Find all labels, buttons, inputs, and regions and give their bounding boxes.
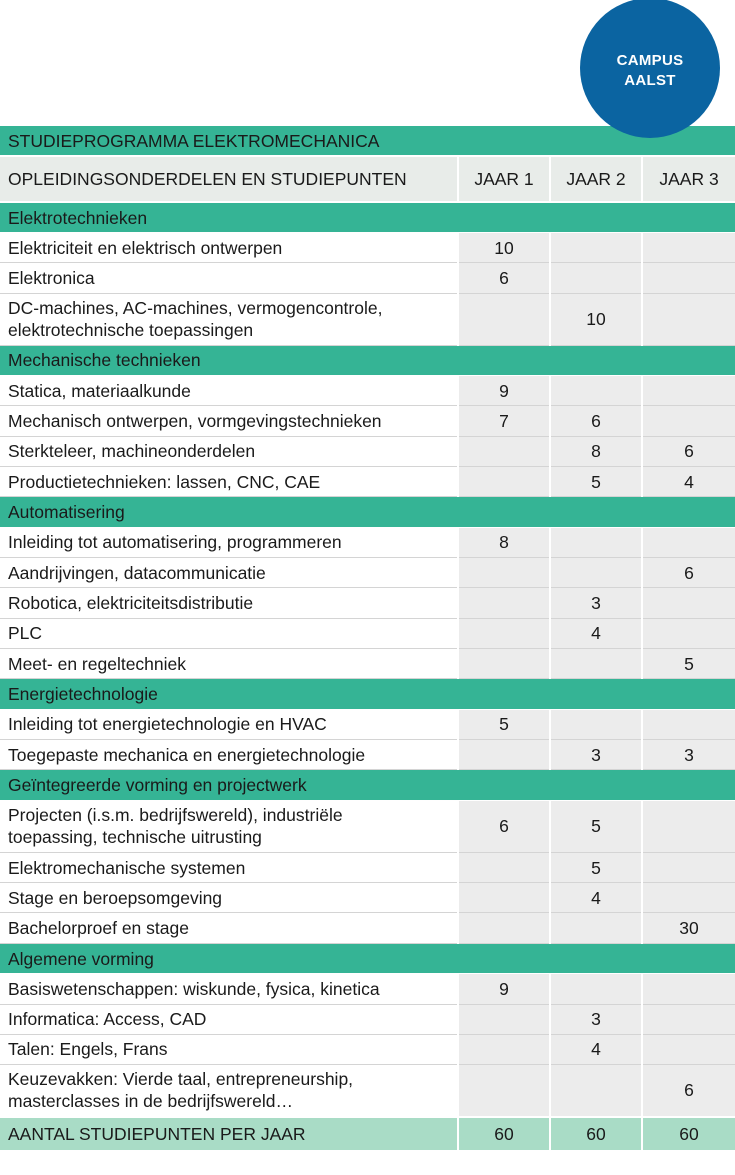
credit-year-3: 6 (642, 1065, 735, 1117)
credit-year-1 (458, 1065, 550, 1117)
credit-year-2: 4 (550, 883, 642, 913)
credit-year-2 (550, 974, 642, 1004)
credit-year-2 (550, 376, 642, 406)
course-label (0, 1034, 458, 1064)
section-row (0, 202, 735, 233)
course-name: Statica, materiaalkunde (8, 380, 191, 401)
credit-year-3 (642, 376, 735, 406)
credit-year-1: 5 (458, 709, 550, 739)
table-row (0, 709, 735, 739)
credit-year-2 (550, 558, 642, 588)
course-label (0, 913, 458, 943)
table-row (0, 1065, 735, 1117)
section-row (0, 345, 735, 376)
table-row (0, 852, 735, 882)
table-row (0, 558, 735, 588)
table-row (0, 618, 735, 648)
study-program-table (0, 126, 735, 1150)
credit-year-3: 5 (642, 648, 735, 678)
credit-year-3: 4 (642, 466, 735, 496)
credit-year-3 (642, 618, 735, 648)
course-name: Keuzevakken: Vierde taal, entrepreneurship, (8, 1069, 354, 1090)
credit-year-2 (550, 233, 642, 263)
credit-year-3 (642, 1034, 735, 1064)
table-row (0, 800, 735, 852)
course-label (0, 1065, 458, 1117)
credit-year-3 (642, 263, 735, 293)
table-title: STUDIEPROGRAMMA ELEKTROMECHANICA (0, 126, 735, 156)
credit-year-1 (458, 466, 550, 496)
course-name: Aandrijvingen, datacommunicatie (8, 562, 266, 583)
credit-year-3 (642, 974, 735, 1004)
credit-year-1 (458, 1004, 550, 1034)
table-row (0, 974, 735, 1004)
credit-year-3 (642, 852, 735, 882)
credit-year-3 (642, 233, 735, 263)
course-label (0, 558, 458, 588)
header-year-3: JAAR 3 (642, 156, 735, 202)
credit-year-1 (458, 852, 550, 882)
credit-year-1 (458, 648, 550, 678)
course-name: Informatica: Access, CAD (8, 1009, 207, 1030)
course-name: Elektronica (8, 267, 95, 288)
header-year-1: JAAR 1 (458, 156, 550, 202)
course-name-line2: toepassing, technische uitrusting (8, 827, 262, 848)
credit-year-2: 4 (550, 618, 642, 648)
course-label (0, 263, 458, 293)
course-label (0, 852, 458, 882)
table-header-row (0, 156, 735, 202)
credit-year-2: 8 (550, 436, 642, 466)
course-name-line2: elektrotechnische toepassingen (8, 320, 254, 341)
credit-year-1: 9 (458, 376, 550, 406)
credit-year-1 (458, 293, 550, 345)
total-year-2: 60 (550, 1117, 642, 1150)
table-row (0, 436, 735, 466)
course-label (0, 800, 458, 852)
credit-year-1: 10 (458, 233, 550, 263)
credit-year-1: 7 (458, 406, 550, 436)
course-name: Inleiding tot energietechnologie en HVAC (8, 714, 327, 735)
credit-year-3: 6 (642, 436, 735, 466)
credit-year-2: 3 (550, 588, 642, 618)
course-label (0, 406, 458, 436)
credit-year-2: 5 (550, 852, 642, 882)
credit-year-3: 3 (642, 740, 735, 770)
course-name: Sterkteleer, machineonderdelen (8, 441, 256, 462)
section-row (0, 497, 735, 528)
credit-year-1 (458, 618, 550, 648)
course-label (0, 974, 458, 1004)
credit-year-1 (458, 913, 550, 943)
header-year-2: JAAR 2 (550, 156, 642, 202)
section-title: Geïntegreerde vorming en projectwerk (0, 770, 735, 801)
table-row (0, 648, 735, 678)
credit-year-1 (458, 1034, 550, 1064)
credit-year-1 (458, 436, 550, 466)
credit-year-2: 10 (550, 293, 642, 345)
course-label (0, 588, 458, 618)
credit-year-1 (458, 883, 550, 913)
credit-year-2: 4 (550, 1034, 642, 1064)
section-title: Automatisering (0, 497, 735, 528)
credit-year-2 (550, 527, 642, 557)
section-title: Mechanische technieken (0, 345, 735, 376)
section-title: Energietechnologie (0, 679, 735, 710)
course-label (0, 1004, 458, 1034)
campus-badge (580, 0, 720, 138)
course-name: DC-machines, AC-machines, vermogencontrole, (8, 298, 383, 319)
course-label (0, 233, 458, 263)
course-name: PLC (8, 623, 43, 644)
total-row (0, 1117, 735, 1150)
table-row (0, 883, 735, 913)
table-row (0, 1004, 735, 1034)
course-label (0, 883, 458, 913)
credit-year-2: 5 (550, 800, 642, 852)
course-name: Projecten (i.s.m. bedrijfswereld), industriële (8, 805, 343, 826)
credit-year-2: 5 (550, 466, 642, 496)
credit-year-3 (642, 800, 735, 852)
section-row (0, 770, 735, 801)
course-name: Stage en beroepsomgeving (8, 887, 223, 908)
credit-year-1: 9 (458, 974, 550, 1004)
total-year-3: 60 (642, 1117, 735, 1150)
credit-year-3 (642, 709, 735, 739)
total-label: AANTAL STUDIEPUNTEN PER JAAR (0, 1117, 458, 1150)
credit-year-2: 6 (550, 406, 642, 436)
table-row (0, 527, 735, 557)
credit-year-2 (550, 1065, 642, 1117)
table-row (0, 293, 735, 345)
credit-year-1: 6 (458, 263, 550, 293)
course-name: Meet- en regeltechniek (8, 653, 187, 674)
credit-year-2 (550, 648, 642, 678)
course-label (0, 618, 458, 648)
section-row (0, 679, 735, 710)
course-name: Toegepaste mechanica en energietechnologie (8, 744, 366, 765)
course-label (0, 740, 458, 770)
credit-year-3 (642, 883, 735, 913)
course-label (0, 709, 458, 739)
table-row (0, 913, 735, 943)
credit-year-3 (642, 527, 735, 557)
table-row (0, 1034, 735, 1064)
course-name: Mechanisch ontwerpen, vormgevingstechnieken (8, 411, 382, 432)
course-label (0, 293, 458, 345)
course-name-line2: masterclasses in de bedrijfswereld… (8, 1091, 293, 1112)
credit-year-2 (550, 913, 642, 943)
course-name: Productietechnieken: lassen, CNC, CAE (8, 471, 321, 492)
course-name: Talen: Engels, Frans (8, 1039, 168, 1060)
course-label (0, 376, 458, 406)
campus-badge-line2: AALST (624, 72, 676, 89)
credit-year-3: 6 (642, 558, 735, 588)
course-name: Robotica, elektriciteitsdistributie (8, 593, 254, 614)
course-label (0, 648, 458, 678)
table-row (0, 588, 735, 618)
table-row (0, 466, 735, 496)
course-name: Basiswetenschappen: wiskunde, fysica, kinetica (8, 978, 380, 999)
credit-year-3 (642, 406, 735, 436)
table-row (0, 740, 735, 770)
table-row (0, 406, 735, 436)
course-name: Elektriciteit en elektrisch ontwerpen (8, 237, 283, 258)
course-label (0, 466, 458, 496)
section-row (0, 943, 735, 974)
credit-year-2 (550, 263, 642, 293)
credit-year-1 (458, 740, 550, 770)
credit-year-2: 3 (550, 740, 642, 770)
table-row (0, 263, 735, 293)
credit-year-3 (642, 293, 735, 345)
course-name: Bachelorproef en stage (8, 918, 189, 939)
credit-year-1: 8 (458, 527, 550, 557)
course-label (0, 527, 458, 557)
credit-year-1 (458, 588, 550, 618)
credit-year-2: 3 (550, 1004, 642, 1034)
campus-badge-line1: CAMPUS (616, 52, 684, 69)
credit-year-2 (550, 709, 642, 739)
table-row (0, 233, 735, 263)
section-title: Algemene vorming (0, 943, 735, 974)
section-title: Elektrotechnieken (0, 202, 735, 233)
table-row (0, 376, 735, 406)
credit-year-1 (458, 558, 550, 588)
course-name: Inleiding tot automatisering, programmeren (8, 532, 342, 553)
credit-year-3: 30 (642, 913, 735, 943)
credit-year-1: 6 (458, 800, 550, 852)
course-name: Elektromechanische systemen (8, 857, 246, 878)
credit-year-3 (642, 1004, 735, 1034)
course-label (0, 436, 458, 466)
total-year-1: 60 (458, 1117, 550, 1150)
header-label: OPLEIDINGSONDERDELEN EN STUDIEPUNTEN (0, 156, 458, 202)
credit-year-3 (642, 588, 735, 618)
